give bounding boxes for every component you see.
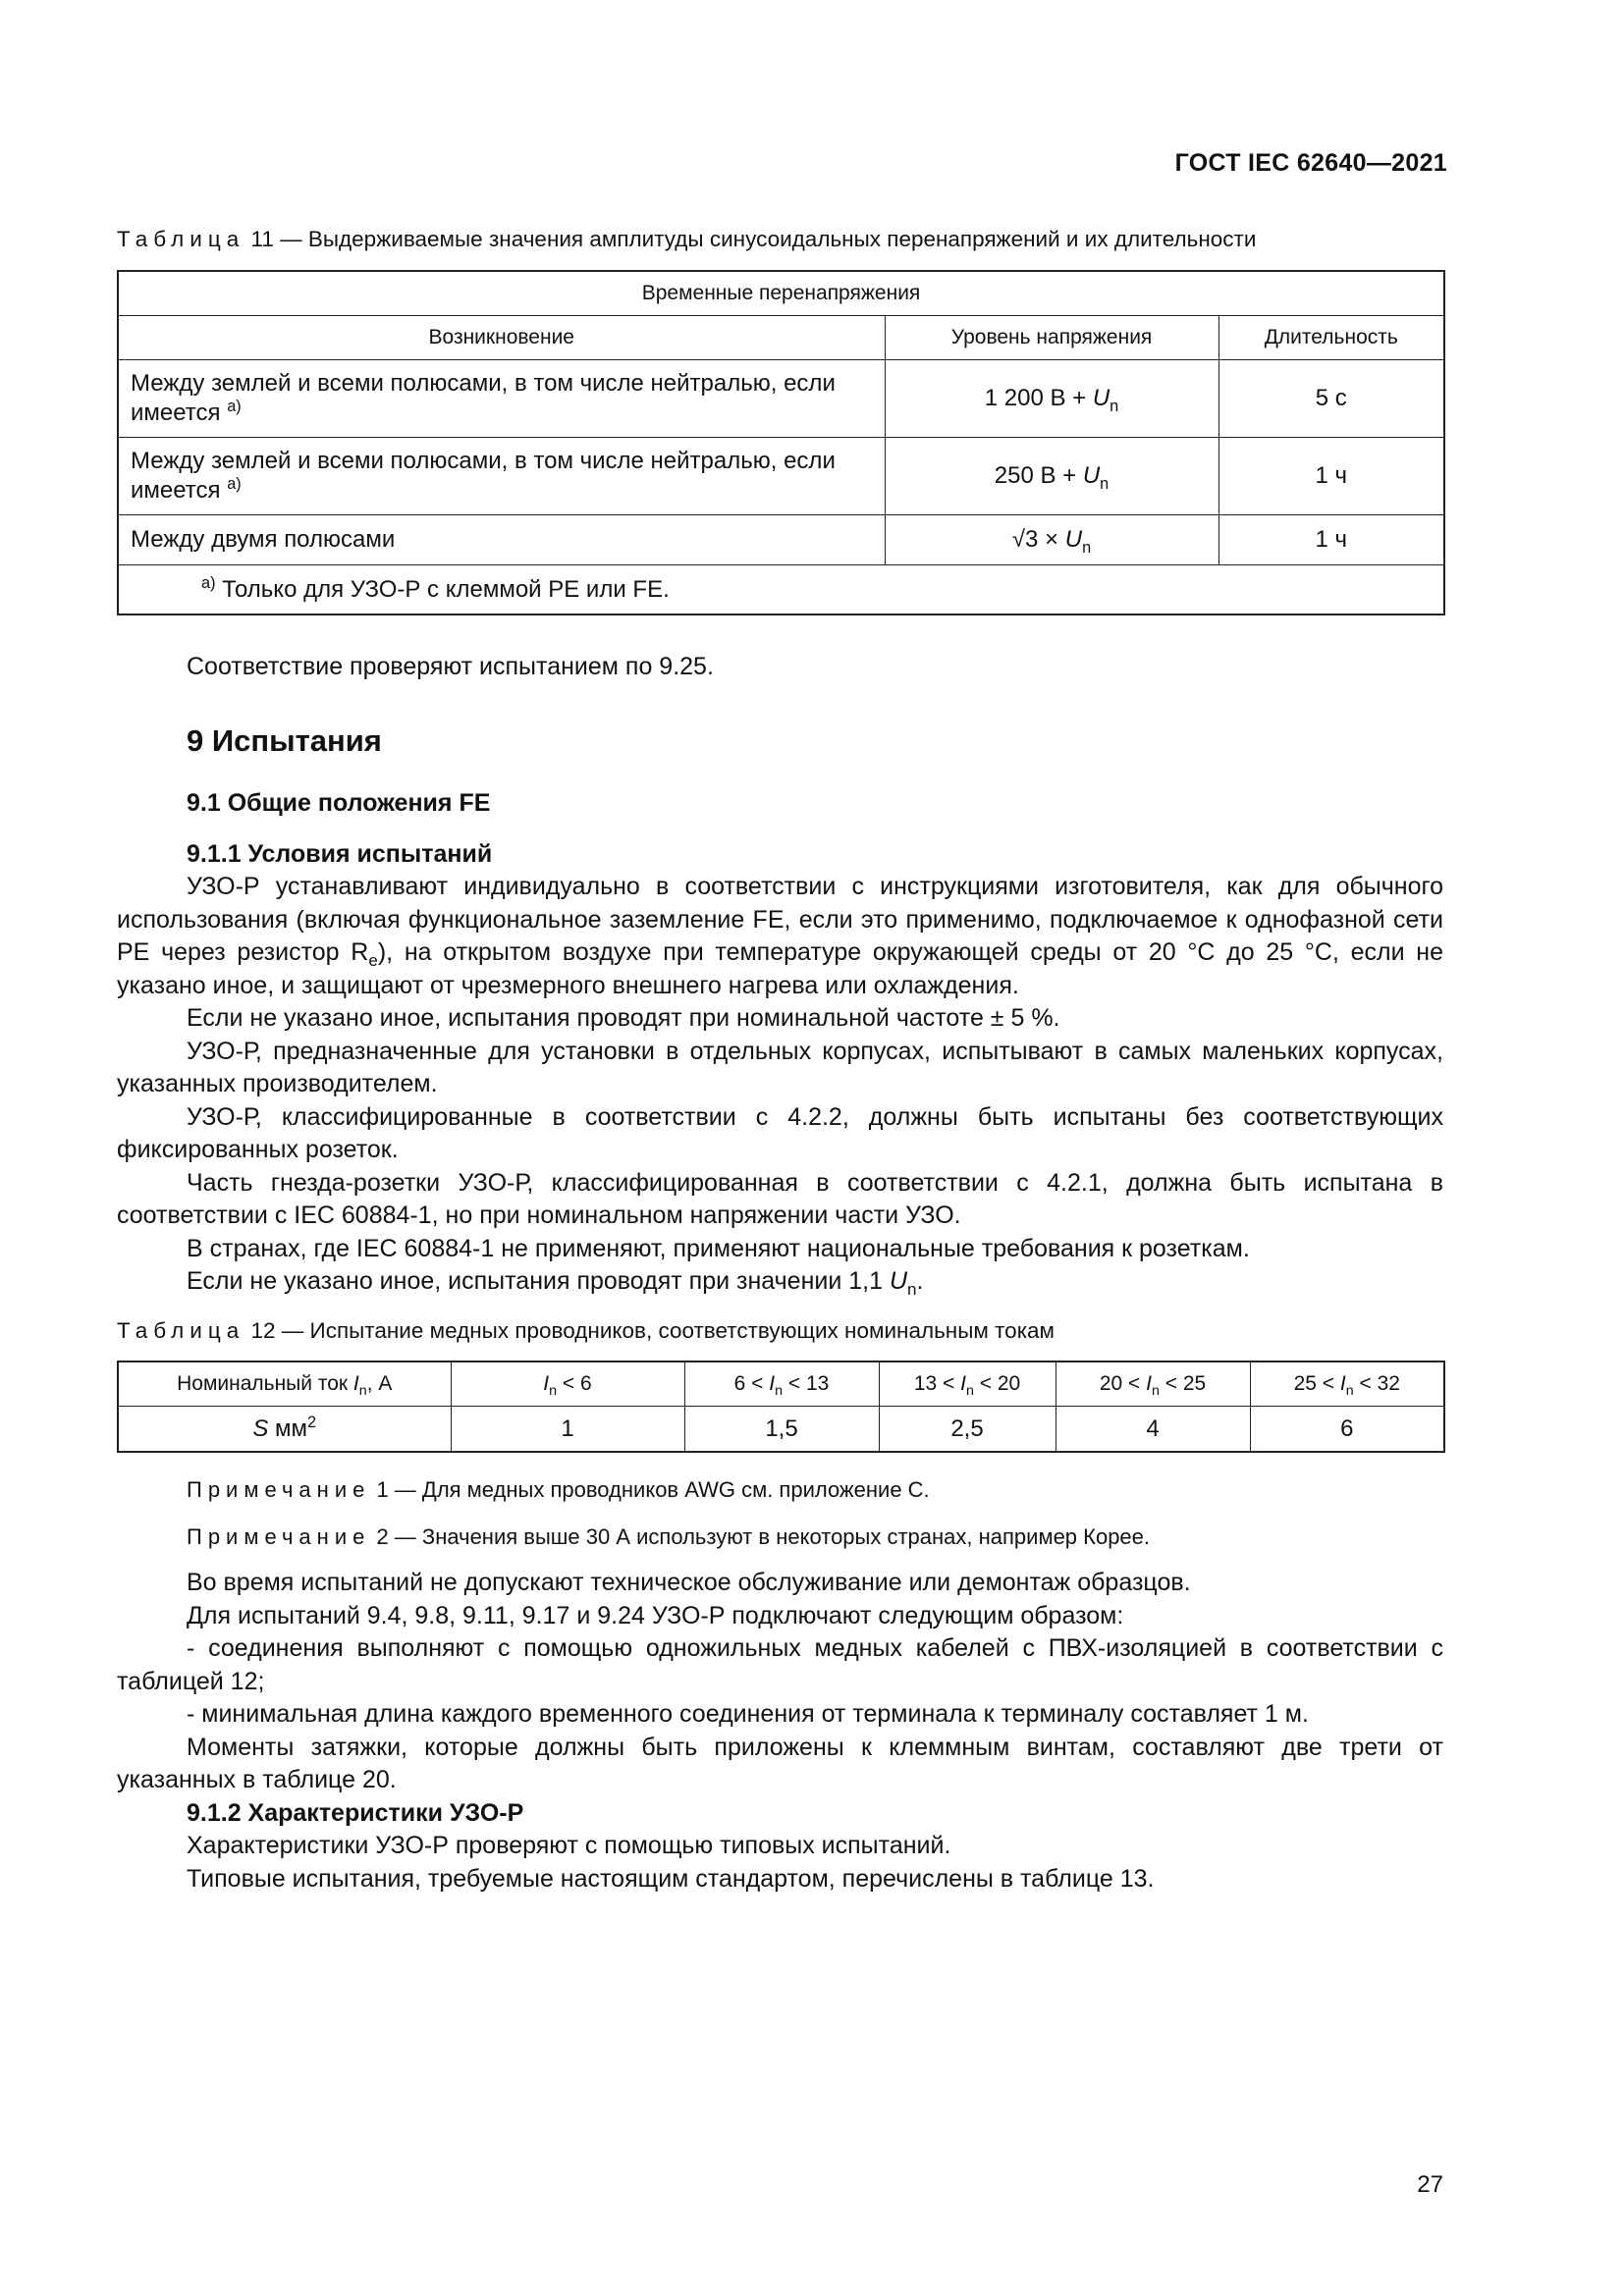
table12-value: 6 (1250, 1407, 1444, 1453)
table12-range: $25 < I_n < 32$ (1250, 1362, 1444, 1407)
table-header-row (118, 1362, 1444, 1407)
table11-cell-duration: 5 с (1218, 360, 1444, 438)
table-row (118, 515, 1444, 565)
table-row (118, 1407, 1444, 1453)
table11-cell-occurrence: Между землей и всеми полюсами, в том числе нейтралью, если имеется $^{a)}$ (118, 438, 885, 515)
paragraph: Для испытаний 9.4, 9.8, 9.11, 9.17 и 9.24 УЗО-Р подключают следующим образом: (187, 1601, 1124, 1629)
paragraph: Если не указано иное, испытания проводят при значении 1,1 $U_n$. (187, 1267, 924, 1299)
table-row (118, 271, 1444, 316)
table12-caption-word: Таблица (117, 1318, 245, 1343)
note-2: Примечание 2 — Значения выше 30 А используют в некоторых странах, например Корее. (187, 1524, 1151, 1549)
list-item: - минимальная длина каждого временного соединения от терминала к терминалу составляет 1 м. (187, 1700, 1309, 1728)
table-12 (117, 1361, 1445, 1453)
table11-caption-text: 11 — Выдерживаемые значения амплитуды синусоидальных перенапряжений и их длительности (250, 227, 1257, 251)
paragraph: Моменты затяжки, которые должны быть приложены к клеммным винтам, составляют две трети от указанных в таблице 20. (117, 1733, 1443, 1793)
subsection-9-1-1-title: 9.1.1 Условия испытаний (187, 839, 493, 868)
table11-cell-occurrence: Между двумя полюсами (118, 515, 885, 565)
paragraph: Типовые испытания, требуемые настоящим стандартом, перечислены в таблице 13. (187, 1864, 1155, 1893)
table11-cell-occurrence: Между землей и всеми полюсами, в том числе нейтралью, если имеется $^{a)}$ (118, 360, 885, 438)
table11-caption-word: Таблица (117, 227, 245, 251)
paragraph: В странах, где IEC 60884-1 не применяют, применяют национальные требования к розеткам. (187, 1234, 1250, 1262)
table-footnote-row (118, 565, 1444, 615)
table11-cell-level: $√3 \times U_n$ (885, 515, 1218, 565)
table-11 (117, 270, 1445, 615)
compliance-text: Соответствие проверяют испытанием по 9.25. (187, 653, 714, 680)
table-header-row (118, 316, 1444, 360)
table12-value: 4 (1056, 1407, 1250, 1453)
table11-footnote: $^{а)}$ Только для УЗО-Р с клеммой PE или FE. (118, 565, 1444, 615)
standard-header: ГОСТ IEC 62640—2021 (1174, 149, 1447, 177)
table11-col-occurrence: Возникновение (118, 316, 885, 360)
table12-caption-text: 12 — Испытание медных проводников, соответствующих номинальным токам (250, 1318, 1056, 1343)
tests-body (117, 1567, 1443, 1896)
table11-cell-duration: 1 ч (1218, 515, 1444, 565)
table12-range: $13 < I_n < 20$ (879, 1362, 1056, 1407)
table-row (118, 360, 1444, 438)
table12-value: 1,5 (684, 1407, 879, 1453)
table11-caption (117, 227, 1256, 252)
subsection-9-1-title: 9.1 Общие положения FE (187, 789, 491, 817)
note-1: Примечание 1 — Для медных проводников AWG см. приложение C. (187, 1477, 930, 1502)
table12-range: $I_n < 6$ (451, 1362, 684, 1407)
section-title: 9 Испытания (187, 723, 382, 758)
table11-cell-duration: 1 ч (1218, 438, 1444, 515)
paragraph: УЗО-Р, предназначенные для установки в отдельных корпусах, испытывают в самых маленьких корпусах, указанных производителем. (117, 1037, 1443, 1097)
table12-range: $6 < I_n < 13$ (684, 1362, 879, 1407)
paragraph: Часть гнезда-розетки УЗО-Р, классифицированная в соответствии с 4.2.1, должна быть испытана в соответствии с IEC 60884-1, но при номинальном напряжении части УЗО. (117, 1168, 1443, 1229)
list-item: - соединения выполняют с помощью одножильных медных кабелей с ПВХ-изоляцией в соответствии с таблицей 12; (117, 1634, 1443, 1695)
table-row (118, 438, 1444, 515)
paragraph: Характеристики УЗО-Р проверяют с помощью типовых испытаний. (187, 1832, 951, 1859)
paragraph: Во время испытаний не допускают техническое обслуживание или демонтаж образцов. (187, 1569, 1191, 1596)
page-number: 27 (1417, 2171, 1443, 2198)
table11-col-duration: Длительность (1218, 316, 1444, 360)
section-9-body (117, 787, 1443, 1299)
table12-value: 1 (451, 1407, 684, 1453)
table12-range: $20 < I_n < 25$ (1056, 1362, 1250, 1407)
paragraph: УЗО-Р, классифицированные в соответствии с 4.2.2, должны быть испытаны без соответствующих фиксированных розеток. (117, 1102, 1443, 1163)
table12-value: 2,5 (879, 1407, 1056, 1453)
section-9 (117, 724, 1443, 758)
subsection-9-1-2-title: 9.1.2 Характеристики УЗО-Р (187, 1798, 524, 1827)
table11-group-header: Временные перенапряжения (118, 271, 1444, 316)
table12-header-label: Номинальный ток $I_n$, А (118, 1362, 451, 1407)
table12-row-label: S $мм^2$ (118, 1407, 451, 1453)
paragraph: Если не указано иное, испытания проводят при номинальной частоте ± 5 %. (187, 1004, 1060, 1032)
table11-cell-level: 250 $В + U_n$ (885, 438, 1218, 515)
paragraph: УЗО-Р устанавливают индивидуально в соответствии с инструкциями изготовителя, как для обычного использования (включая функциональное заземление FE, если это применимо, подключаемое к однофазной сети PE через резистор $R_e$), на открытом воздухе при температуре окружающей среды от 20 °C до 25 °C, если не указано иное, и защищают от чрезмерного внешнего нагрева или охлаждения. (117, 873, 1443, 999)
table12-caption (117, 1318, 1055, 1344)
table11-cell-level: 1 200 $В + U_n$ (885, 360, 1218, 438)
table11-col-level: Уровень напряжения (885, 316, 1218, 360)
